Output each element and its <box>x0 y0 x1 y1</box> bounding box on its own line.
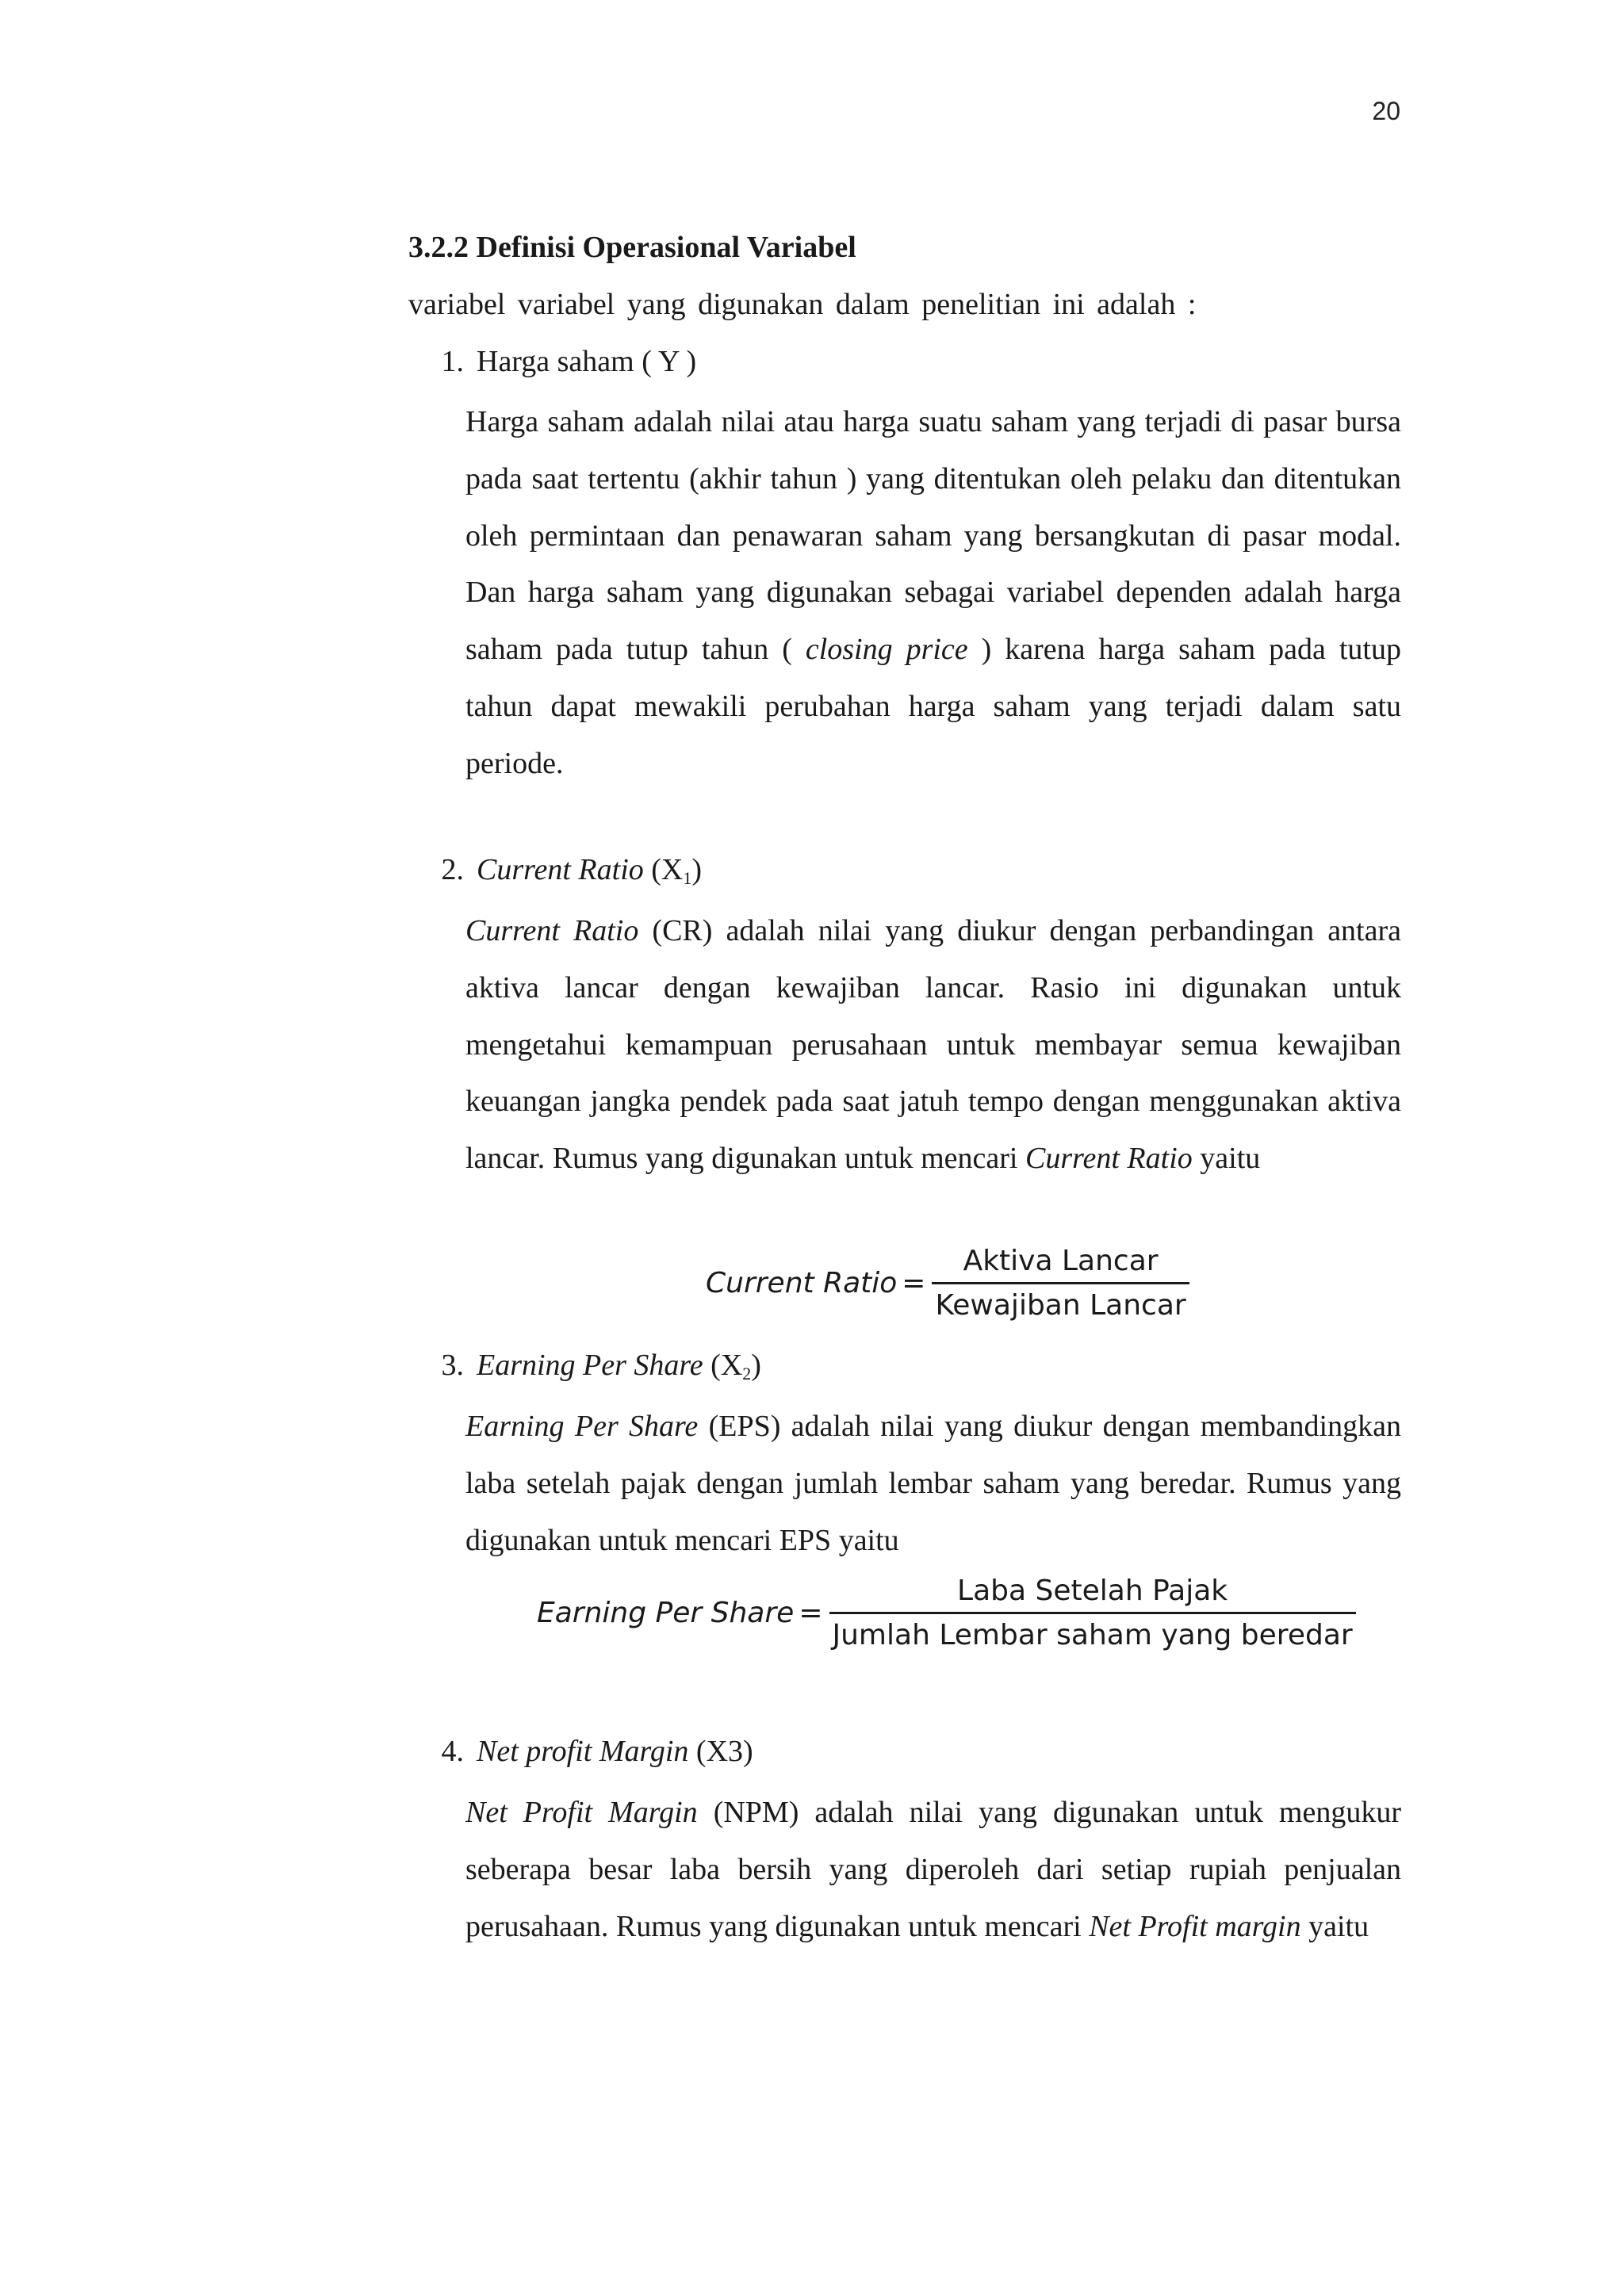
list-number: 4. <box>441 1735 464 1768</box>
formula-denominator: Jumlah Lembar saham yang beredar <box>832 1619 1353 1651</box>
list-label: Current Ratio $(X_1)$ <box>477 853 703 888</box>
list-item-4-paragraph: Net Profit Margin (NPM) adalah nilai yang digunakan untuk mengukur seberapa besar laba bersih yang diperoleh dari setiap rupiah penjualan perusahaan. Rumus yang digunakan untuk mencari Net Profit margin yaitu <box>465 1796 1401 1943</box>
list-item-3-paragraph: Earning Per Share (EPS) adalah nilai yang diukur dengan membandingkan laba setelah pajak dengan jumlah lembar saham yang beredar. Rumus yang digunakan untuk mencari EPS yaitu <box>465 1410 1401 1557</box>
italic-term: Earning Per Share <box>465 1410 699 1443</box>
list-item-1-heading <box>408 344 696 379</box>
italic-term: Current Ratio <box>1025 1142 1193 1176</box>
list-item-3-heading <box>408 1348 761 1384</box>
eps-formula <box>537 1575 1356 1651</box>
formula-equals: = <box>902 1267 926 1299</box>
italic-term: Current Ratio <box>465 914 639 947</box>
list-number: 1. <box>441 345 464 378</box>
formula-denominator: Kewajiban Lancar <box>935 1289 1186 1322</box>
formula-lhs: Earning Per Share <box>537 1597 795 1629</box>
formula-lhs: Current Ratio <box>706 1267 898 1299</box>
list-number: 2. <box>441 853 464 886</box>
formula-numerator: Laba Setelah Pajak <box>957 1575 1228 1607</box>
current-ratio-formula <box>706 1245 1189 1322</box>
italic-term: closing price <box>805 633 968 667</box>
italic-term: Net Profit Margin <box>465 1796 698 1829</box>
list-item-1-paragraph: Harga saham adalah nilai atau harga suatu saham yang terjadi di pasar bursa pada saat tertentu (akhir tahun ) yang ditentukan oleh pelaku dan ditentukan oleh permintaan dan penawaran saham yang bersangkutan di pasar modal. Dan harga saham yang digunakan sebagai variabel dependen adalah harga saham pada tutup tahun ( closing price ) karena harga saham pada tutup tahun dapat mewakili perubahan harga saham yang terjadi dalam satu periode. <box>465 405 1401 780</box>
section-intro: variabel variabel yang digunakan dalam penelitian ini adalah : <box>408 288 1197 321</box>
list-label: Net profit Margin (X3) <box>477 1735 753 1768</box>
section-heading: 3.2.2 Definisi Operasional Variabel <box>408 231 856 264</box>
formula-equals: = <box>799 1597 823 1629</box>
list-label: Earning Per Share $(X_2)$ <box>477 1349 761 1383</box>
list-item-2-heading <box>408 852 702 889</box>
list-label: Harga saham ( Y ) <box>477 345 697 378</box>
list-item-4-heading <box>408 1734 753 1769</box>
list-item-2-paragraph: Current Ratio (CR) adalah nilai yang diukur dengan perbandingan antara aktiva lancar dengan kewajiban lancar. Rasio ini digunakan untuk mengetahui kemampuan perusahaan untuk membayar semua kewajiban keuangan jangka pendek pada saat jatuh tempo dengan menggunakan aktiva lancar. Rumus yang digunakan untuk mencari Current Ratio yaitu <box>465 914 1401 1176</box>
formula-numerator: Aktiva Lancar <box>963 1245 1159 1277</box>
page-number: 20 <box>1372 97 1400 125</box>
formula-fraction <box>932 1245 1189 1322</box>
list-number: 3. <box>441 1349 464 1382</box>
formula-fraction <box>829 1575 1356 1651</box>
italic-term: Net Profit margin <box>1089 1909 1301 1943</box>
